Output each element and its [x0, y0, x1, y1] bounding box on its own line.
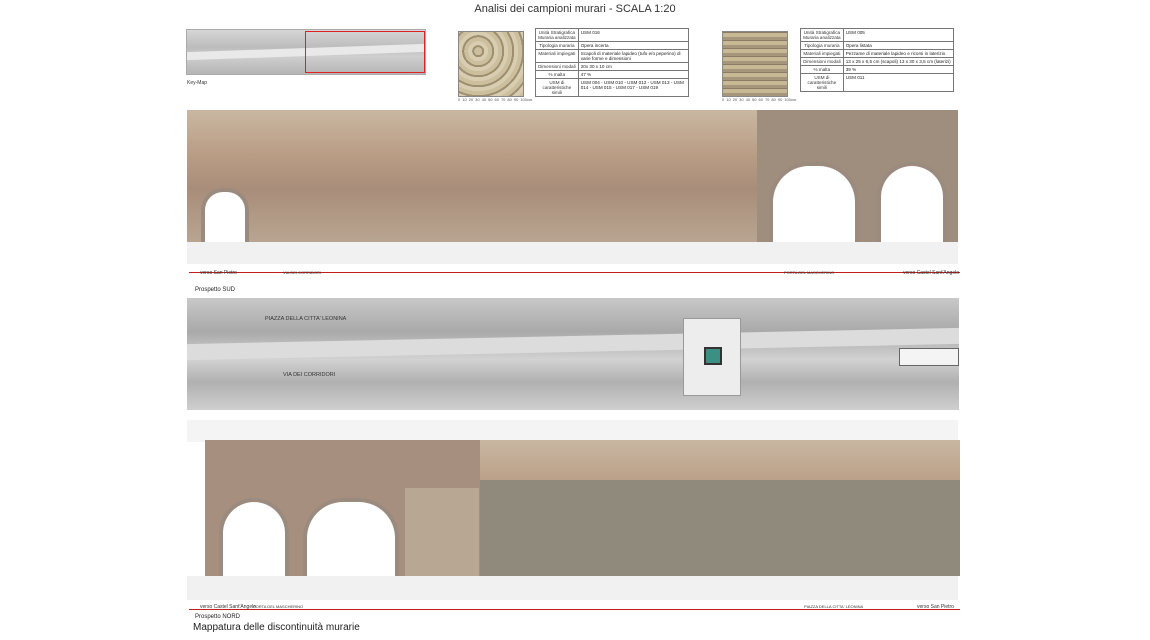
north-street-2: PIAZZA DELLA CITTA' LEONINA: [804, 604, 864, 609]
card-row: [536, 29, 689, 42]
card-value: Pezzame di materiale lapideo e ricorsi in laterizio: [843, 50, 953, 58]
card-key: Materiali impiegati: [801, 50, 844, 58]
north-wall-stretch: [480, 480, 960, 576]
north-elevation: [205, 440, 960, 576]
card-value: 13 x 25 x 6,5 cm (scapoli) 13 x 30 x 3,5 cm (laterizi): [843, 58, 953, 66]
card-row: [801, 50, 954, 58]
card-value: USM 004 - USM 010 - USM 012 - USM 013 - USM 014 - USM 015 - USM 017 - USM 019: [578, 79, 688, 97]
south-elevation: [187, 110, 958, 242]
card-key: Unità Stratigrafica Muraria analizzata: [801, 29, 844, 42]
plan-view: [187, 298, 959, 410]
plan-passage: [899, 348, 959, 366]
scale-tick: 90: [513, 97, 519, 102]
card-value: 20x 30 x 10 cm: [578, 63, 688, 71]
scale-tick: 30: [739, 97, 744, 102]
sample-2-scale: [722, 97, 796, 102]
scale-tick: 80: [771, 97, 776, 102]
north-right-direction: verso San Pietro: [917, 604, 954, 610]
north-arch-2: [303, 498, 399, 580]
scale-tick: 0: [722, 97, 725, 102]
plan-road: [187, 328, 959, 360]
key-map-highlight: [305, 31, 425, 73]
north-baseline: [189, 609, 960, 610]
north-sky-band: [187, 420, 958, 442]
card-key: Tipologia muraria: [536, 42, 579, 50]
card-row: [536, 71, 689, 79]
card-value: Scapoli di materiale lapideo (tufo e/o peperino) di varie forme e dimensioni: [578, 50, 688, 63]
scale-tick: 90: [777, 97, 783, 102]
card-key: Dimensioni modali: [801, 58, 844, 66]
north-label: Prospetto NORD: [195, 614, 241, 620]
scale-tick: 40: [745, 97, 751, 102]
card-value: USM 016: [578, 29, 688, 42]
card-key: Unità Stratigrafica Muraria analizzata: [536, 29, 579, 42]
scale-tick: 50: [752, 97, 757, 102]
card-key: USM di caratteristiche simili: [801, 74, 844, 92]
scale-tick: 20: [468, 97, 474, 102]
scale-tick: 0: [458, 97, 461, 102]
south-arch-2: [877, 162, 947, 242]
scale-tick: 40: [481, 97, 487, 102]
card-value: 39 %: [843, 66, 953, 74]
card-value: 47 %: [578, 71, 688, 79]
sample-1-scale: [458, 97, 532, 102]
sample-1-card: [535, 28, 689, 97]
card-key: Materiali impiegati: [536, 50, 579, 63]
south-left-direction: verso San Pietro: [200, 270, 237, 276]
page-title: Analisi dei campioni murari - SCALA 1:20: [474, 3, 676, 15]
card-value: USM 011: [843, 74, 953, 92]
scale-tick: 10: [726, 97, 731, 102]
plan-piazza-label: PIAZZA DELLA CITTA' LEONINA: [265, 316, 347, 322]
scale-tick: 70: [764, 97, 770, 102]
card-row: [536, 63, 689, 71]
scale-tick: 30: [475, 97, 480, 102]
plan-via-label: VIA DEI CORRIDORI: [283, 372, 336, 378]
sample-1-image: [458, 31, 524, 97]
scale-tick: 80: [507, 97, 512, 102]
sample-2-image: [722, 31, 788, 97]
south-arch-left: [201, 188, 249, 242]
south-street-2: PORTA DEL MASCHERINO: [784, 270, 835, 275]
card-row: [536, 42, 689, 50]
scale-tick: 60: [494, 97, 499, 102]
card-row: [536, 79, 689, 97]
scale-tick: 60: [758, 97, 763, 102]
north-street-1: PORTA DEL MASCHERINO: [253, 604, 304, 609]
bottom-title: Mappatura delle discontinuità murarie: [193, 622, 360, 633]
south-arch-1: [769, 162, 859, 242]
card-key: % malta: [536, 71, 579, 79]
card-row: [801, 42, 954, 50]
card-key: USM di caratteristiche simili: [536, 79, 579, 97]
key-map: [186, 29, 426, 75]
north-tower: [405, 488, 479, 576]
card-row: [536, 50, 689, 63]
card-value: Opera listata: [843, 42, 953, 50]
plan-tower: [683, 318, 741, 396]
card-key: Dimensioni modali: [536, 63, 579, 71]
south-label: Prospetto SUD: [195, 287, 236, 293]
card-key: % malta: [801, 66, 844, 74]
scale-tick: 70: [500, 97, 506, 102]
card-row: [801, 29, 954, 42]
north-left-direction: verso Castel Sant'Angelo: [200, 604, 256, 610]
scale-tick: 20: [732, 97, 738, 102]
scale-tick: 10: [462, 97, 467, 102]
sample-2-card: [800, 28, 954, 92]
south-street-1: VIA DEI CORRIDORI: [283, 270, 322, 275]
card-value: Opera incerta: [578, 42, 688, 50]
card-row: [801, 74, 954, 92]
card-key: Tipologia muraria: [801, 42, 844, 50]
card-row: [801, 58, 954, 66]
south-right-direction: verso Castel Sant'Angelo: [903, 270, 959, 276]
card-value: USM 005: [843, 29, 953, 42]
card-row: [801, 66, 954, 74]
scale-tick: 100cm: [520, 97, 533, 102]
north-arch-1: [219, 498, 289, 580]
scale-tick: 100cm: [784, 97, 797, 102]
plan-stair: [704, 347, 722, 365]
key-map-label: Key-Map: [187, 80, 208, 86]
scale-tick: 50: [488, 97, 493, 102]
north-ground: [187, 576, 958, 600]
south-ground: [187, 242, 958, 264]
